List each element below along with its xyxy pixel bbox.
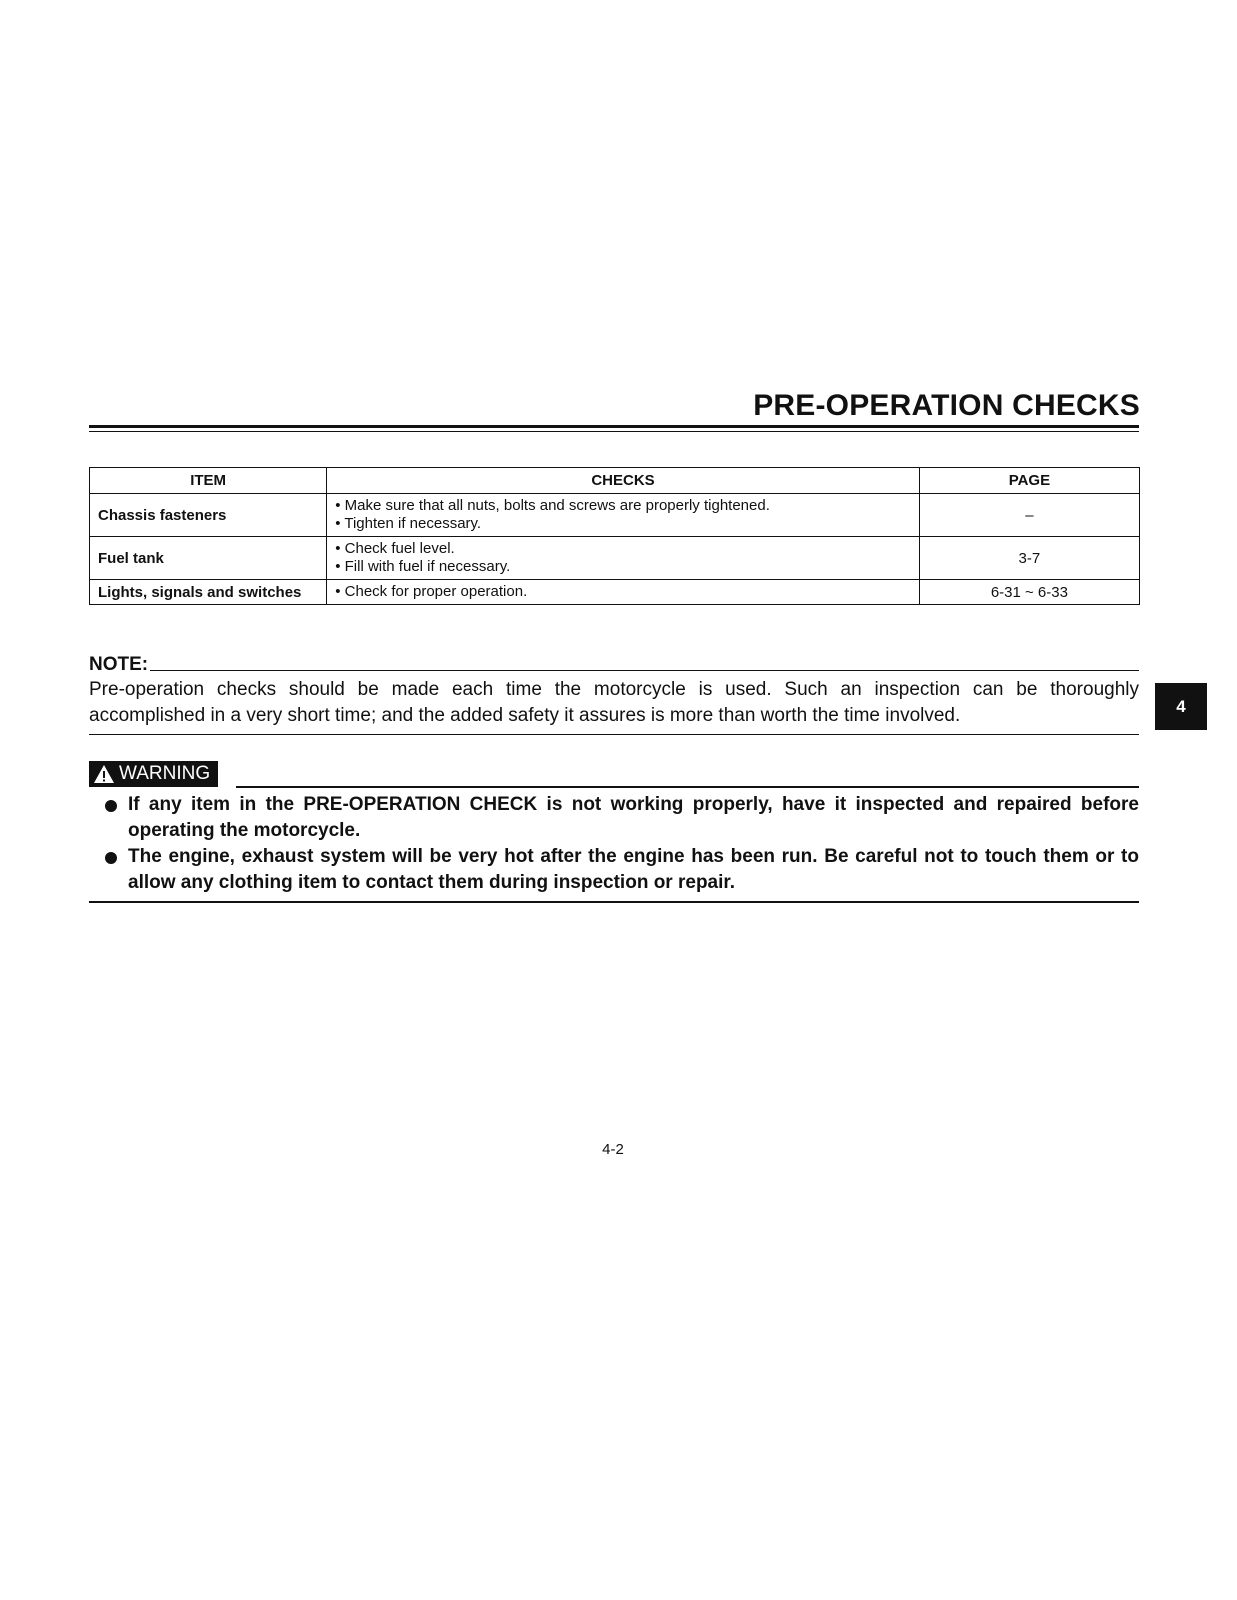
warning-label: WARNING: [119, 763, 211, 784]
check-line: • Tighten if necessary.: [335, 515, 482, 532]
table-cell-page: 3-7: [919, 537, 1139, 580]
warning-item-text: The engine, exhaust system will be very hot after the engine has been run. Be careful not to touch them or to allow any clothing item to contact them during inspection or repair.: [128, 846, 1139, 893]
table-cell-checks: [327, 580, 920, 605]
warning-item-text: If any item in the PRE-OPERATION CHECK is not working properly, have it inspected and repaired before operating the motorcycle.: [128, 794, 1139, 841]
table-cell-checks: [327, 494, 920, 537]
table-row: [90, 537, 1140, 580]
chapter-tab: 4: [1155, 683, 1207, 730]
note-rule-bottom: [89, 734, 1139, 735]
column-header-page: PAGE: [919, 468, 1139, 494]
table-row: [90, 580, 1140, 605]
table-cell-page: 6-31 ~ 6-33: [919, 580, 1139, 605]
check-line: • Check for proper operation.: [335, 583, 528, 600]
warning-item: [89, 792, 1139, 844]
page-title: PRE-OPERATION CHECKS: [753, 389, 1140, 422]
table-row: [90, 494, 1140, 537]
table-cell-page: –: [919, 494, 1139, 537]
warning-item: [89, 844, 1139, 896]
bullet-dot-icon: [105, 852, 117, 864]
note-text: Pre-operation checks should be made each time the motorcycle is used. Such an inspection can be thoroughly accomplished in a very short time; and the added safety it assures is more than worth the time involved.: [89, 679, 1139, 726]
warning-rule: [236, 786, 1139, 788]
warning-rule-bottom: [89, 901, 1139, 903]
column-header-item: ITEM: [90, 468, 327, 494]
table-cell-item: Fuel tank: [90, 537, 327, 580]
warning-triangle-icon: [93, 764, 115, 784]
bullet-dot-icon: [105, 800, 117, 812]
table-cell-item: Chassis fasteners: [90, 494, 327, 537]
title-rule-thin: [89, 431, 1139, 432]
column-header-checks: CHECKS: [327, 468, 920, 494]
title-rule-thick: [89, 425, 1139, 428]
table-cell-checks: [327, 537, 920, 580]
check-line: • Make sure that all nuts, bolts and screws are properly tightened.: [335, 497, 770, 514]
check-line: • Check fuel level.: [335, 540, 455, 557]
table-header-row: [90, 468, 1140, 494]
table-cell-item: Lights, signals and switches: [90, 580, 327, 605]
page-number: 4-2: [602, 1141, 624, 1158]
pre-operation-checks-table: [89, 467, 1140, 605]
warning-badge: [89, 761, 218, 787]
note-label: NOTE:: [89, 654, 149, 675]
warning-list: [89, 792, 1139, 896]
note-rule: [150, 670, 1139, 671]
check-line: • Fill with fuel if necessary.: [335, 558, 511, 575]
